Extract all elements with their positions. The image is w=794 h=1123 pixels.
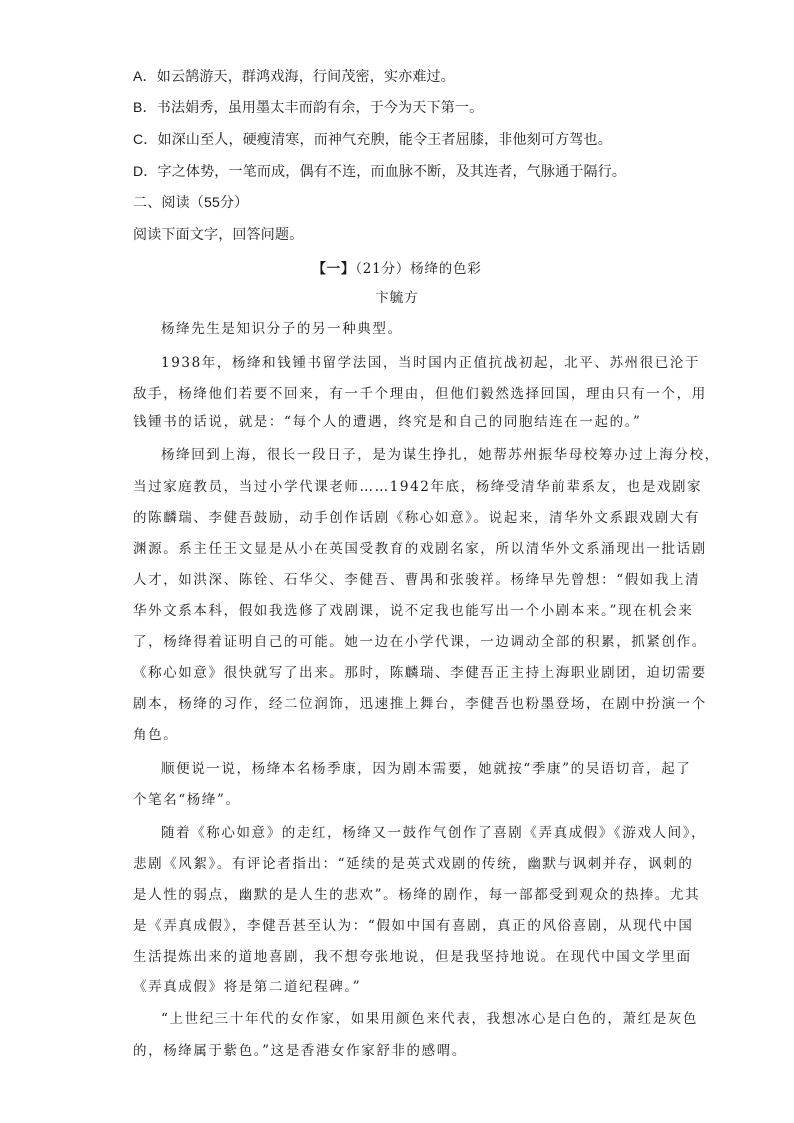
paragraph-line: 杨绛先生是知识分子的另一种典型。: [161, 321, 403, 337]
paragraph-line: 《弄真成假》将是第二道纪程碑。”: [133, 979, 362, 995]
paragraph-line: 《称心如意》很快就写了出来。那时，陈麟瑞、李健吾正主持上海职业剧团，迫切需要: [133, 665, 707, 681]
paragraph-line: 渊源。系主任王文显是从小在英国受教育的戏剧名家，所以清华外文系涌现出一批话剧: [133, 541, 707, 557]
paragraph-line: “上世纪三十年代的女作家，如果用颜色来代表，我想冰心是白色的，萧红是灰色: [161, 1011, 699, 1027]
paragraph-line: 的陈麟瑞、李健吾鼓励，动手创作话剧《称心如意》。说起来，清华外文系跟戏剧大有: [133, 510, 701, 526]
paragraph-line: 是《弄真成假》，李健吾甚至认为：“假如中国有喜剧，真正的风俗喜剧，从现代中国: [133, 918, 694, 934]
paragraph-line: 敌手，杨绛他们若要不回来，有一千个理由，但他们毅然选择回国，理由只有一个，用: [133, 386, 707, 402]
paragraph-line: 人才，如洪深、陈铨、石华父、李健吾、曹禺和张骏祥。杨绛早先曾想：“假如我上清: [133, 572, 701, 588]
paragraph-line: 角色。: [133, 727, 179, 743]
paragraph-line: 华外文系本科，假如我选修了戏剧课，说不定我也能写出一个小剧本来。”现在机会来: [133, 603, 694, 619]
paragraph-line: 杨绛回到上海，很长一段日子，是为谋生挣扎，她帮苏州振华母校筹办过上海分校，: [161, 447, 720, 463]
article-title-text: （21分）杨绛的色彩: [355, 261, 482, 277]
option-a: A．如云鹄游天，群鸿戏海，行间茂密，实亦难过。: [133, 68, 455, 84]
paragraph-line: 剧本，杨绛的习作，经二位润饰，迅速推上舞台，李健吾也粉墨登场，在剧中扮演一个: [133, 696, 707, 712]
paragraph-line: 了，杨绛得着证明自己的可能。她一边在小学代课，一边调动全部的积累，抓紧创作。: [133, 634, 707, 650]
paragraph-line: 随着《称心如意》的走红，杨绛又一鼓作气创作了喜剧《弄真成假》《游戏人间》，: [161, 825, 707, 841]
paragraph-line: 顺便说一说，杨绛本名杨季康，因为剧本需要，她就按“季康”的吴语切音，起了: [161, 761, 692, 777]
option-d: D．字之体势，一笔而成，偶有不连，而血脉不断，及其连者，气脉通于隔行。: [133, 163, 627, 179]
paragraph-line: 钱锺书的话说，就是：“每个人的遭遇，终究是和自己的同胞结连在一起的。”: [133, 414, 642, 430]
paragraph-line: 是人性的弱点，幽默的是人生的悲欢”。杨绛的剧作，每一部都受到观众的热捧。尤其: [133, 887, 701, 903]
article-title: [0, 257, 794, 277]
paragraph-line: 的，杨绛属于紫色。”这是香港女作家舒非的感喟。: [133, 1043, 467, 1059]
section-heading: 二、阅读（55分）: [133, 194, 249, 210]
article-author: 卞毓方: [375, 290, 419, 306]
option-c: C．如深山至人，硬瘦清寒，而神气充腴，能令王者屈膝，非他刻可方驾也。: [133, 131, 612, 147]
paragraph-line: 悲剧《风絮》。有评论者指出：“延续的是英式戏剧的传统，幽默与讽刺并存，讽刺的: [133, 856, 694, 872]
option-b: B．书法娟秀，虽用墨太丰而韵有余，于今为天下第一。: [133, 99, 484, 115]
paragraph-line: 个笔名“杨绛”。: [133, 792, 241, 808]
paragraph-line: 1938年，杨绛和钱锺书留学法国，当时国内正值抗战初起，北平、苏州很已沦于: [161, 355, 701, 371]
paragraph-line: 生活提炼出来的道地喜剧，我不想夸张地说，但是我坚持地说。在现代中国文学里面: [133, 949, 692, 965]
paragraph-line: 当过家庭教员，当过小学代课老师……1942年底，杨绛受清华前辈系友，也是戏剧家: [133, 479, 703, 495]
instruction-text: 阅读下面文字，回答问题。: [133, 226, 304, 242]
article-title-bracket: 【一】: [312, 261, 356, 277]
